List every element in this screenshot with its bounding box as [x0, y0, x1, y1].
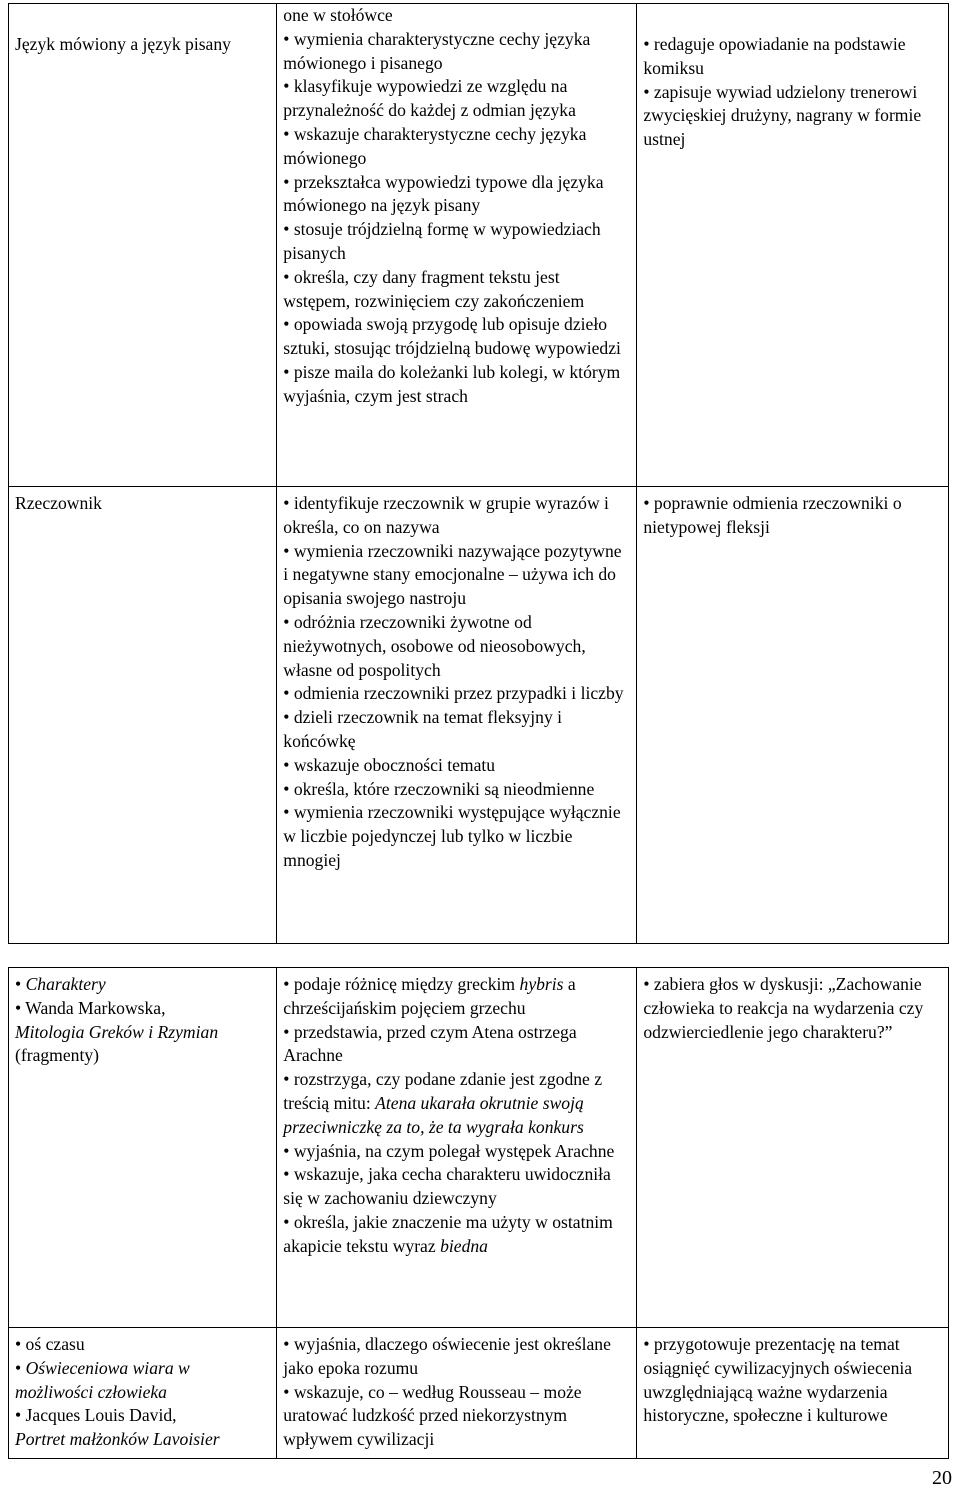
list-item: • przygotowuje prezentację na temat osiągnięć cywilizacyjnych oświecenia uwzględniającą ważne wydarzenia historyczne, społeczne i kulturowe — [643, 1334, 917, 1426]
artwork-title: Portret małżonków Lavoisier — [15, 1429, 220, 1450]
page-number: 20 — [932, 1467, 952, 1489]
skills-cell — [277, 968, 637, 1328]
skills-cell — [277, 1328, 637, 1459]
curriculum-table-upper — [8, 3, 949, 944]
topic-line: • Oświeceniowa wiara w możliwości człowieka — [15, 1357, 195, 1402]
list-item: • dzieli rzeczownik na temat fleksyjny i końcówkę — [283, 707, 567, 751]
extra-cell — [637, 487, 949, 944]
list-item: • pisze maila do koleżanki lub kolegi, w którym wyjaśnia, czym jest strach — [283, 361, 625, 406]
list-item: • zapisuje wywiad udzielony trenerowi zwycięskiej drużyny, nagrany w formie ustnej — [643, 81, 926, 150]
list-item: • wskazuje, co – według Rousseau – może uratować ludzkość przed niekorzystnym wpływem cywilizacji — [283, 1381, 587, 1450]
extra-cell — [637, 968, 949, 1328]
topic-cell — [9, 968, 277, 1328]
author-name: Wanda Markowska, — [25, 997, 166, 1018]
list-item: • wskazuje oboczności tematu — [283, 754, 496, 775]
list-item: • wskazuje, jaka cecha charakteru uwidoczniła się w zachowaniu dziewczyny — [283, 1164, 616, 1209]
list-item: • stosuje trójdzielną formę w wypowiedziach pisanych — [283, 219, 606, 263]
list-item: • określa, jakie znaczenie ma użyty w ostatnim akapicie tekstu wyraz biedna — [283, 1211, 618, 1256]
skills-cell — [277, 487, 637, 944]
list-item: • przedstawia, przed czym Atena ostrzega Arachne — [283, 1021, 581, 1066]
skills-cell — [277, 4, 637, 487]
list-item: one w stołówce — [283, 5, 393, 25]
topic-title: Język mówiony a język pisany — [15, 34, 231, 54]
table-row — [9, 1328, 949, 1459]
topic-line: • Charaktery — [15, 974, 106, 994]
list-item: • wymienia charakterystyczne cechy języka mówionego i pisanego — [283, 28, 595, 73]
topic-line: • Wanda Markowska, — [15, 997, 166, 1018]
list-item: • wyjaśnia, dlaczego oświecenie jest określane jako epoka rozumu — [283, 1334, 616, 1378]
topic-title: Oświeceniowa wiara w możliwości człowieka — [15, 1357, 195, 1402]
list-item: • wyjaśnia, na czym polegał występek Arachne — [283, 1140, 615, 1161]
list-item: • identyfikuje rzeczownik w grupie wyrazów i określa, co on nazywa — [283, 493, 614, 537]
list-item: • zabiera głos w dyskusji: „Zachowanie człowieka to reakcja na wydarzenia czy odzwierciedlenie jego charakteru?” — [643, 974, 928, 1042]
list-item: • odróżnia rzeczowniki żywotne od nieżywotnych, osobowe od nieosobowych, własne od pospolitych — [283, 611, 591, 680]
list-item: • wymienia rzeczowniki występujące wyłącznie w liczbie pojedynczej lub tylko w liczbie mnogiej — [283, 802, 626, 870]
list-item: • klasyfikuje wypowiedzi ze względu na przynależność do każdej z odmian języka — [283, 76, 576, 121]
list-item: • przekształca wypowiedzi typowe dla języka mówionego na język pisany — [283, 171, 608, 216]
list-item: • wymienia rzeczowniki nazywające pozytywne i negatywne stany emocjonalne – używa ich do opisania swojego nastroju — [283, 540, 627, 609]
list-item: • określa, czy dany fragment tekstu jest wstępem, rozwinięciem czy zakończeniem — [283, 266, 585, 311]
topic-cell — [9, 1328, 277, 1459]
topic-title: Charaktery — [25, 974, 106, 994]
list-item: • poprawnie odmienia rzeczowniki o nietypowej fleksji — [643, 493, 907, 537]
table-row — [9, 968, 949, 1328]
table-row — [9, 4, 949, 487]
list-item: • odmienia rzeczowniki przez przypadki i liczby — [283, 683, 624, 704]
topic-cell — [9, 4, 277, 487]
curriculum-table-lower — [8, 967, 949, 1459]
list-item: • określa, które rzeczowniki są nieodmienne — [283, 778, 595, 799]
table-row — [9, 487, 949, 944]
extra-cell — [637, 1328, 949, 1459]
extra-cell — [637, 4, 949, 487]
book-note: (fragmenty) — [15, 1045, 100, 1066]
book-title: Mitologia Greków i Rzymian — [15, 1021, 219, 1042]
list-item: • podaje różnicę między greckim hybris a chrześcijańskim pojęciem grzechu — [283, 974, 581, 1018]
topic-line: • Jacques Louis David, — [15, 1405, 177, 1426]
list-item: • opowiada swoją przygodę lub opisuje dzieło sztuki, stosując trójdzielną budowę wypowiedzi — [283, 314, 621, 359]
list-item: • wskazuje charakterystyczne cechy języka mówionego — [283, 123, 591, 168]
list-item: • rozstrzyga, czy podane zdanie jest zgodne z treścią mitu: Atena ukarała okrutnie swoją przeciwniczkę za to, że ta wygrała konkurs — [283, 1069, 607, 1137]
topic-title: Rzeczownik — [15, 493, 102, 513]
topic-cell — [9, 487, 277, 944]
list-item: • redaguje opowiadanie na podstawie komiksu — [643, 34, 910, 78]
topic-line: • oś czasu — [15, 1334, 85, 1354]
